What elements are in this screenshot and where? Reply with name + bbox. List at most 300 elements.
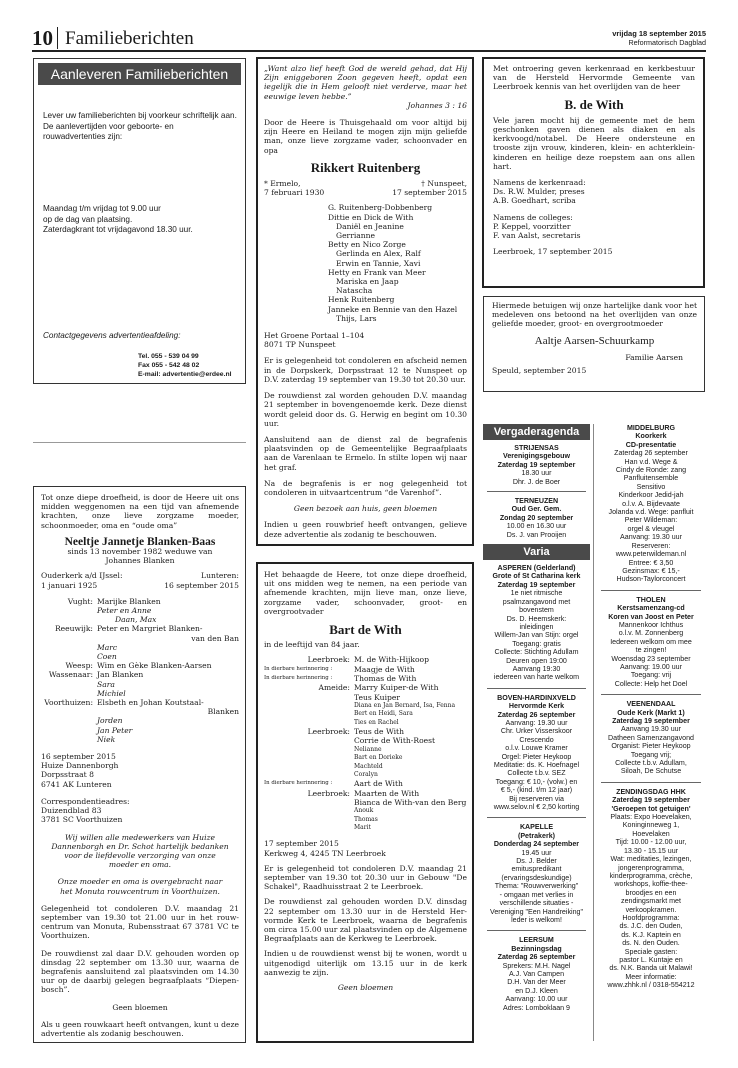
blanken-family-place [41,652,93,661]
section-title: Familieberichten [65,28,194,49]
zhhk-line: broodjes en een [625,888,677,897]
dewith-family-name: Marit [354,824,371,832]
veenendaal-line: Siloah, De Schutse [620,767,682,776]
kerkraad-intro: Met ontroering geven kerkenraad en kerkbestuur van de Hersteld Hervormde Gemeente van Leerbroek kennis van het overlijden van de heer [493,64,695,92]
middelburg-line: o.l.v. A. Bijdevaate [622,499,680,508]
blanken-family-row [41,624,239,633]
dewith-family-row [264,824,467,832]
ruitenberg-family-line: Janneke en Bennie van den Hazel [328,304,458,314]
asperen-line: Willem-Jan van Stijn: orgel [494,631,579,640]
blanken-home: Huize Dannenborgh [41,761,119,771]
deadline-line-3: Zaterdagkrant tot vrijdagavond 18.30 uur. [43,225,193,235]
varia-title: Varia [483,544,590,560]
dewith-family-place [264,816,350,824]
ruitenberg-intro: Door de Heere is Thuisgehaald om voor altijd bij zijn Heere en Heiland te mogen zijn mijn geliefde man, onze lieve zorgzame vader, schoonvader en opa [264,118,467,155]
leersum-line: D.H. Van der Meer [507,978,566,987]
blanken-family-name: Jan Blanken [97,670,144,680]
varia-item-tholen [597,596,705,688]
boven-line: Aanvang: 19.30 uur [505,718,568,727]
zhhk-h1: ZENDINGSDAG HHK [616,787,686,796]
varia-item-asperen [483,564,590,682]
dewith-family-place: Leerbroek: [307,655,350,665]
boven-line: Collecte t.b.v. SEZ [507,769,566,778]
dewith-family-row [264,779,467,788]
dewith-family-name: Thomas de With [354,674,417,684]
dewith-family-place: Ameide: [318,683,350,693]
dewith-family-name: Teus Kuiper [354,692,400,702]
middelburg-line: www.peterwildeman.nl [615,550,687,559]
veenendaal-line: Aanvang 19.30 uur [621,725,681,734]
blanken-family-name: Michiel [97,688,126,698]
kerkraad-place: Leerbroek, 17 september 2015 [493,247,613,257]
leersum-line: Adres: Lomboklaan 9 [502,1003,571,1012]
blanken-family-place [41,643,93,652]
blanken-family-row [41,735,239,744]
blanken-mortuary: Onze moeder en oma is overgebracht naar het Monuta rouwcentrum in Voorthuizen. [57,877,223,896]
leersum-h2: Bezinningsdag [511,944,562,953]
tholen-line: te zingen! [635,646,667,655]
dewith-age: in de leeftijd van 84 jaar. [264,640,360,650]
contact-tel: Tel. 055 - 539 04 99 [138,353,199,360]
blanken-corr1: Duizendblad 83 [41,806,102,816]
dewith-family-name: Nelianne [354,745,382,753]
middelburg-h1: MIDDELBURG [626,424,676,432]
asperen-line: bovenstem [519,606,554,615]
dewith-family-row [264,807,467,815]
agenda-terneuzen [483,497,590,539]
kapelle-line: leder is welkom! [511,915,562,924]
blanken-family-name: Coen [97,652,117,662]
kerkraad-k3: A.B. Goedhart, scriba [493,196,576,206]
aarsen-name: Aaltje Aarsen-Schuurkamp [534,334,655,347]
dewith-family-place: Leerbroek: [307,727,350,737]
dewith-p1: Er is gelegenheid tot condoleren D.V. maandag 21 september van 19.30 tot 20.30 uur in Gebouw "De Schakel", Raadhuisstraat 2 te Leerbroek. [264,863,467,892]
kapelle-h2: (Petrakerk) [517,831,556,840]
blanken-family-row [41,707,239,716]
tholen-line: Mannenkoor Ichthus [618,620,684,629]
blanken-p2: De rouwdienst zal daar D.V. gehouden worden op dinsdag 22 september om 13.30 uur, waarna de begrafenis aansluitend zal plaatsvinden om 14.30 uur op de daarbij gelegen begraafplaats “Diepen-bosch”. [41,948,239,995]
leersum-line: en D.J. Kleen [515,986,558,995]
blanken-family-row [41,726,239,735]
dewith-family-place: Leerbroek: [307,788,350,798]
column-divider [33,442,246,443]
blanken-family-place [41,689,93,698]
varia-separator [601,694,701,695]
zhhk-h3: 'Geroepen tot getuigen' [611,804,691,813]
asperen-h1: ASPEREN (Gelderland) [497,564,576,573]
varia-separator [487,930,586,931]
strijensas-l1: 18.30 uur [521,469,552,478]
kerkraad-c2: P. Keppel, voorzitter [493,221,571,231]
asperen-line: Ds. D. Heemskerk: [506,614,567,623]
kapelle-line: (ervaringsdeskundige) [501,873,572,882]
dewith-family-row [264,746,467,754]
boven-line: Bij reserveren via [509,794,564,803]
blanken-born: Ouderkerk a/d IJssel: [41,571,123,581]
header-divider [57,27,58,49]
dewith-family-name: Marry Kuiper-de With [354,683,439,693]
kapelle-line: verschillende situaties - [499,899,574,908]
blanken-family-name: Blanken [207,707,239,717]
dewith-family-place [264,693,350,702]
asperen-line: 1e niet ritmische [510,589,563,598]
ruitenberg-addr2: 8071 TP Nunspeet [264,340,336,350]
blanken-family-place: Wassenaar: [48,670,93,680]
blanken-family-place: Reeuwijk: [54,624,93,634]
boven-line: Chr. Urker Visserskoor [500,727,573,736]
dewith-date: 17 september 2015 [264,839,339,849]
tholen-h3: Koren van Joost en Peter [608,612,694,621]
kerkraad-notice [482,57,705,288]
ruitenberg-p4: Na de begrafenis is er nog gelegenheid tot condoleren in uitvaartcentrum “de Varenhof”. [264,478,467,497]
dewith-family-name: Maagje de With [354,664,415,674]
blanken-family-name: Peter en Anne [97,606,152,616]
blanken-family-name: Niek [97,734,116,744]
zhhk-line: Plaats: Expo Hoevelaken, [610,813,692,822]
kapelle-line: - omgaan met verlies in [499,890,574,899]
dewith-p4: Geen bloemen [337,983,394,993]
dewith-family-place [264,719,350,727]
blanken-family-name: Elsbeth en Johan Koutstaal- [97,698,204,708]
page-number: 10 [32,26,53,50]
boven-line: Orgel: Pieter Heykoop [501,752,572,761]
dewith-family-row [264,702,467,710]
blanken-family-row [41,652,239,661]
dewith-family-row [264,719,467,727]
aanleveren-title: Aanleveren Familieberichten [38,63,241,85]
aarsen-family: Familie Aarsen [625,352,683,362]
agenda-title: Vergaderagenda [483,424,590,440]
header-rule [32,50,706,52]
kapelle-h3: Donderdag 24 september [493,840,580,849]
kapelle-h1: KAPELLE [519,823,554,832]
blanken-family-name: van den Ban [191,633,239,643]
blanken-family-place [41,735,93,744]
header-date: vrijdag 18 september 2015 [612,29,706,38]
dewith-family-row [264,816,467,824]
boven-line: € 5,- (kind. t/m 12 jaar) [500,786,573,795]
ruitenberg-family-line: Hetty en Frank van Meer [328,267,426,277]
blanken-family-place: Vught: [67,596,93,606]
blanken-died: Lunteren: [201,571,239,581]
dewith-family-row [264,763,467,771]
boven-line: Crescendo [519,735,554,744]
ruitenberg-born: * Ermelo, [264,179,301,189]
asperen-line: Collecte: Stichting Adullam [494,648,579,657]
boven-line: o.l.v. Louwe Kramer [505,744,568,753]
leersum-h1: LEERSUM [519,936,554,945]
blanken-family-name: Peter en Margriet Blanken- [97,624,203,634]
varia-item-zhhk [597,788,705,990]
varia-separator [601,590,701,591]
boven-line: www.selov.nl € 2,50 korting [493,803,580,812]
zhhk-line: Wat: meditaties, lezingen, [610,855,692,864]
blanken-family-place [41,606,93,615]
kerkraad-k1: Namens de kerkenraad: [493,178,586,188]
ruitenberg-family [264,203,467,323]
ruitenberg-name: Rikkert Ruitenberg [310,159,421,175]
dewith-family-name: Teus de With [354,727,404,737]
dewith-p2: De rouwdienst zal gehouden worden D.V. dinsdag 22 september om 13.30 uur in de Hersteld Her-vormde Kerk te Leerbroek, waarna de begrafenis om circa 15.00 uur zal plaatsvinden op de Algemene Begraafplaats aan de Kerkweg te Leerbroek. [264,897,467,944]
ruitenberg-family-line: Natascha [336,286,373,296]
veenendaal-h2: Oude Kerk (Markt 1) [617,708,685,717]
ruitenberg-quote: „Want alzo lief heeft God de wereld gehad, dat Hij Zijn eniggeboren Zoon gegeven heeft, opdat een iegelijk die in Hem gelooft niet verderve, maar het eeuwige leven hebbe.” [264,64,467,101]
blanken-since: sinds 13 november 1982 weduwe van [67,547,213,557]
dewith-family-name: Maarten de With [354,788,420,798]
kerkraad-name: B. de With [564,96,624,112]
middelburg-h3: CD-presentatie [625,440,677,449]
strijensas-h1: STRIJENSAS [514,444,559,452]
zhhk-line: ds. N.K. Banda uit Malawi! [609,964,693,973]
zhhk-line: www.zhhk.nl / 0318-554212 [607,981,695,990]
asperen-line: iedereen van harte welkom [493,673,580,682]
ruitenberg-family-line: Mariska en Jaap [336,277,399,287]
blanken-corr: Correspondentieadres: [41,796,130,806]
strijensas-h3: Zaterdag 19 september [497,460,576,469]
leersum-h3: Zaterdag 26 september [497,953,576,962]
zhhk-line: pastor L. Kuntaje en [619,955,683,964]
zhhk-h2: Zaterdag 19 september [612,796,690,805]
aanleveren-intro: Lever uw familieberichten bij voorkeur schriftelijk aan. De aanlevertijden voor geboorte- en rouwadvertenties zijn: [43,111,237,142]
blanken-husband: Johannes Blanken [105,556,175,566]
blanken-family-name: Marijke Blanken [97,596,161,606]
middelburg-line: Reserveren: [631,541,671,550]
tholen-h1: THOLEN [636,595,666,604]
tholen-line: Woensdag 23 september [611,654,691,663]
terneuzen-h1: TERNEUZEN [514,497,559,506]
veenendaal-line: Organist: Pieter Heykoop [611,742,691,751]
blanken-died-date: 16 september 2015 [164,580,239,590]
zhhk-line: Tijd: 10.00 - 12.00 uur, [615,838,687,847]
boven-line: Meditatie: ds. K. Hoefnagel [493,761,580,769]
ruitenberg-family-line: Henk Ruitenberg [328,295,395,305]
varia-separator [601,782,701,783]
dewith-family-name: Aart de With [354,779,403,789]
blanken-family-name: Marc [97,642,118,652]
contact-email[interactable]: E-mail: advertentie@erdee.nl [138,371,232,378]
zhhk-line: verkoopkramen. [625,905,677,914]
strijensas-l2: Dhr. J. de Boer [512,477,561,486]
varia-item-kapelle [483,823,590,924]
blanken-city: 6741 AK Lunteren [41,779,112,789]
blanken-family-row [41,680,239,689]
veenendaal-line: Datheen Samenzangavond [608,733,694,742]
strijensas-h2: Verenigingsgebouw [502,452,570,461]
zhhk-line: workshops, koffie-thee- [614,880,688,889]
ruitenberg-family-line: Thijs, Lars [336,313,377,323]
blanken-family-row [41,670,239,679]
blanken-family-name: Jorden [97,716,123,726]
middelburg-line: orgel & vleugel [627,524,675,533]
dewith-intro: Het behaagde de Heere, tot onze diepe droefheid, uit ons midden weg te nemen, na een periode van afnemende krachten, mijn lieve man, onze lieve, zorgzame vader, schoonvader, groot- en overgrootvader [264,570,467,616]
blanken-family-row [41,661,239,670]
zhhk-line: Koninginneweg 1, [622,821,680,830]
blanken-family-row [41,597,239,606]
blanken-born-date: 1 januari 1925 [41,580,98,590]
agenda-sep [487,491,586,492]
veenendaal-line: Toegang vrij; [630,750,672,759]
dewith-family-place [264,807,350,815]
blanken-p1: Gelegenheid tot condoleren D.V. maandag 21 september van 19.30 tot 21.00 uur in het rouw-centrum van Monuta, Rubensstraat 67 3781 VC te Voorthuizen. [41,903,239,941]
ruitenberg-family-line: Betty en Nico Zorge [328,240,406,250]
blanken-family-name: Jan Peter [97,725,133,735]
blanken-family-place [41,615,93,624]
blanken-p3: Geen bloemen [112,1002,168,1012]
leersum-line: Aanvang: 10.00 uur [505,995,568,1004]
kerkraad-body: Vele jaren mocht hij de gemeente met de hem geschonken gaven dienen als diaken en als kerkvoogd/notabel. De Heere ondersteune en trooste zijn vrouw, kinderen, klein- en achterklein-kinderen en heilige deze roepstem aan ons allen hart. [493,115,695,171]
ruitenberg-p1: Er is gelegenheid tot condoleren en afscheid nemen in de Dorpskerk, Dorpsstraat 12 te Nunspeet op D.V. zaterdag 19 september van 19.30 tot 20.30 uur. [264,356,467,384]
ruitenberg-family-line: Gerlinda en Alex, Ralf [336,249,421,259]
dewith-name: Bart de With [329,622,402,638]
veenendaal-h1: VEENENDAAL [626,700,676,709]
blanken-street: Dorpsstraat 8 [41,770,94,780]
zhhk-line: Hoofdprogramma: [622,913,680,922]
kapelle-line: 19.45 uur [521,848,552,857]
blanken-thanks: Wij willen alle medewerkers van Huize Dannenborgh en Dr. Schot hartelijk bedanken voor de liefdevolle verzorging van onze moeder en oma. [51,832,229,870]
ruitenberg-died-date: 17 september 2015 [392,188,467,198]
middelburg-line: Entree: € 3,50 [628,558,674,567]
dewith-family-name: Bart en Dorieke [354,754,403,762]
dewith-notice [256,562,474,1043]
blanken-family-name: Wim en Gèke Blanken-Aarsen [97,661,212,671]
dewith-family-place: In dierbare herinnering : [264,780,333,787]
dewith-family-place [264,798,350,807]
zhhk-line: 13.30 - 15.15 uur [623,846,679,855]
dewith-family-row [264,674,467,683]
middelburg-line: Gezinsmax: € 15,- [622,566,680,575]
blanken-family-place: Voorthuizen: [44,698,93,708]
varia-separator [487,688,586,689]
asperen-h2: Grote of St Catharina kerk [492,572,581,581]
dewith-family-row [264,655,467,664]
ruitenberg-addr1: Het Groene Portaal 1–104 [264,331,365,341]
kerkraad-k2: Ds. R.W. Mulder, preses [493,187,585,197]
asperen-line: Deuren open 19:00 [506,656,567,665]
boven-h3: Zaterdag 26 september [497,710,576,719]
tholen-line: Toegang: vrij [630,671,672,680]
dewith-family-name: Bert en Heidi, Sara [354,710,413,718]
zhhk-line: zendingsmarkt met [621,897,681,906]
blanken-notice [33,486,246,1043]
ruitenberg-family-line: Erwin en Tannie, Xavi [336,258,421,268]
dewith-family-name: Corrie de With-Roest [354,736,436,746]
zhhk-line: Speciale gasten: [624,947,678,956]
asperen-line: inleidingen [519,622,554,631]
zhhk-line: ds. N. den Ouden. [622,939,680,948]
kapelle-line: Thema: "Rouwverwerking" [494,882,579,891]
middelburg-line: Peter Wildeman: [624,516,678,525]
boven-h2: Hervormde Kerk [508,702,565,711]
zhhk-line: ds. K.J. Kaptein en [621,930,681,939]
dewith-addr: Kerkweg 4, 4245 TN Leerbroek [264,848,386,858]
middelburg-line: Aanvang: 19.30 uur [620,533,682,542]
contact-fax: Fax 055 - 542 48 02 [138,362,200,369]
dewith-family-name: Machteld [354,762,383,770]
veenendaal-h3: Zaterdag 19 september [612,717,690,725]
dewith-family-name: Bianca de With-van den Berg [354,797,467,807]
dewith-family-name: M. de With-Hijkoop [354,655,429,665]
ruitenberg-p3: Aansluitend aan de dienst zal de begrafenis plaatsvinden op de Gemeentelijke Begraafplaats aan de Varenlaan te Ermelo. In stilte lopen wij naar het graf. [264,434,467,472]
varia-item-leersum [483,936,590,1012]
dewith-family-name: Anouk [354,807,374,815]
dewith-family-place [264,702,350,710]
zhhk-line: kinderprogramma, crèche, [609,871,693,880]
dewith-family-place [264,746,350,754]
header-paper: Reformatorisch Dagblad [628,38,706,47]
dewith-family-row [264,798,467,807]
middelburg-line: Cindy de Ronde: zang [615,466,687,475]
ruitenberg-family-line: G. Ruitenberg-Dobbenberg [328,203,433,213]
dewith-family-name: Diana en Jan Bernard, Isa, Fenna [354,701,456,709]
terneuzen-h3: Zondag 20 september [499,513,574,522]
tholen-line: o.l.v. M. Zonnenberg [618,629,684,638]
agenda-column-divider [593,424,594,1041]
dewith-family-row [264,736,467,745]
dewith-family-name: Coralyn [354,770,378,778]
blanken-family-row [41,689,239,698]
blanken-family-row [41,606,239,615]
ruitenberg-p6: Indien u geen rouwbrief heeft ontvangen, gelieve deze advertentie als zodanig te beschouwen. [264,520,467,539]
zhhk-line: Meer informatie: [625,972,677,981]
varia-separator [487,817,586,818]
deadline-line-2: op de dag van plaatsing. [43,214,133,224]
ruitenberg-quote-ref: Johannes 3 : 16 [407,100,467,110]
zhhk-line: Hoevelaken [632,829,670,838]
blanken-p4: Als u geen rouwkaart heeft ontvangen, kunt u deze advertentie als zodanig beschouwen. [41,1019,239,1038]
middelburg-line: Panfluitensemble [623,474,679,483]
blanken-family-row [41,615,239,624]
blanken-corr2: 3781 SC Voorthuizen [41,815,123,825]
veenendaal-line: Collecte t.b.v. Adullam, [615,759,687,768]
dewith-family-name: Ties en Rachel [354,718,399,726]
dewith-family-name: Thomas [354,815,378,823]
dewith-family-row [264,771,467,779]
middelburg-line: Zaterdag 26 september [614,449,688,458]
dewith-family-row [264,710,467,718]
dewith-family-place [264,771,350,779]
dewith-family-place [264,710,350,718]
blanken-family-row [41,634,239,643]
varia-item-boven [483,694,590,812]
blanken-family-row [41,716,239,725]
zhhk-line: ds. J.C. den Ouden, [619,922,683,931]
tholen-line: Iedereen welkom om mee [610,637,692,646]
leersum-line: A.J. Van Campen [508,969,565,978]
kapelle-line: emituspredikant [511,865,562,874]
dewith-family-place [264,736,350,745]
blanken-intro: Tot onze diepe droefheid, is door de Heere uit ons midden weggenomen na een tijd van afnemende krachten, onze lieve zorgzame moeder, schoonmoeder, oma en “oude oma” [41,493,239,530]
agenda-strijensas [483,444,590,486]
dewith-family-place: In dierbare herinnering : [264,675,333,682]
terneuzen-l1: 10.00 en 16.30 uur [506,522,567,531]
blanken-family-row [41,643,239,652]
kapelle-line: Ds. J. Belder [516,857,557,866]
dewith-family-place [264,824,350,832]
blanken-family-place [41,634,93,643]
ruitenberg-family-line: Dittie en Dick de With [328,212,414,222]
aanleveren-box [33,58,246,384]
middelburg-line: Hudson-Taylorconcert [616,575,686,584]
kerkraad-c1: Namens de colleges: [493,212,573,222]
asperen-line: Aanvang 19:30 [512,664,561,673]
kerkraad-c3: F. van Aalst, secretaris [493,231,581,241]
blanken-family-name: Sara [97,679,115,689]
aarsen-place: Speuld, september 2015 [492,365,587,375]
blanken-family-name: Daan, Max [115,615,157,625]
terneuzen-h2: Oud Ger. Gem. [511,505,562,514]
blanken-family-place [41,716,93,725]
ruitenberg-notice [256,57,474,546]
